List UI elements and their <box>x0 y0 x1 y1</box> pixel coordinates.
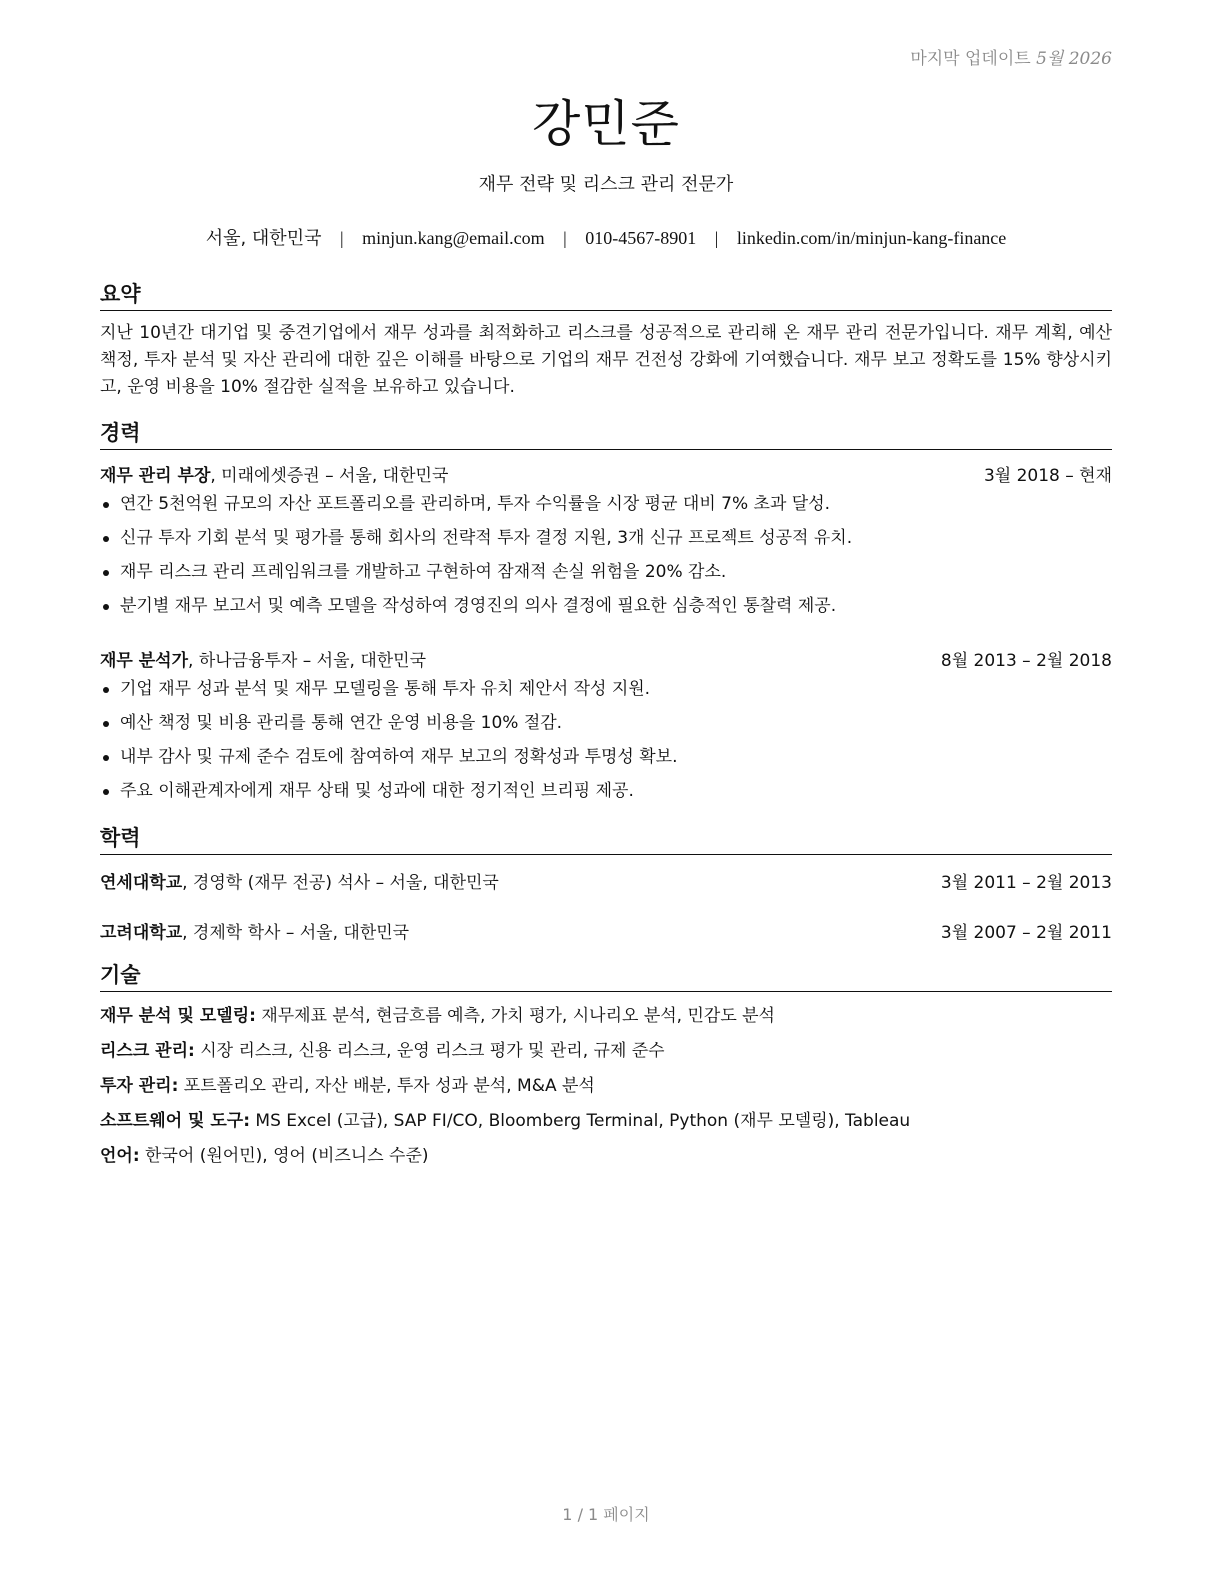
education-dates: 3월 2007 – 2월 2011 <box>940 923 1112 943</box>
job-bullet: 예산 책정 및 비용 관리를 통해 연간 운영 비용을 10% 절감. <box>100 711 1112 745</box>
education-item <box>100 918 1112 942</box>
section-title-education: 학력 <box>100 822 1112 855</box>
contact-email[interactable]: minjun.kang@email.com <box>362 228 545 248</box>
last-updated <box>910 44 1112 69</box>
education-detail: , 경제학 학사 – 서울, 대한민국 <box>182 923 410 943</box>
skill-label: 소프트웨어 및 도구: <box>100 1111 251 1131</box>
contact-location: 서울, 대한민국 <box>205 228 322 249</box>
job-bullet: 주요 이해관계자에게 재무 상태 및 성과에 대한 정기적인 브리핑 제공. <box>100 779 1112 813</box>
section-title-summary: 요약 <box>100 278 1112 311</box>
contact-separator: | <box>714 228 719 248</box>
contact-line <box>100 224 1112 250</box>
job-heading <box>100 461 1112 485</box>
job-dates: 8월 2013 – 2월 2018 <box>940 651 1112 671</box>
section-title-skills: 기술 <box>100 959 1112 992</box>
job-bullet: 신규 투자 기회 분석 및 평가를 통해 회사의 전략적 투자 결정 지원, 3개 신규 프로젝트 성공적 유치. <box>100 526 1112 560</box>
job-bullet: 연간 5천억원 규모의 자산 포트폴리오를 관리하며, 투자 수익률을 시장 평균 대비 7% 초과 달성. <box>100 492 1112 526</box>
job-role: 재무 관리 부장 <box>100 466 211 486</box>
skill-row <box>100 1004 1112 1039</box>
skill-label: 재무 분석 및 모델링: <box>100 1006 256 1026</box>
contact-linkedin[interactable]: linkedin.com/in/minjun-kang-finance <box>736 228 1007 248</box>
job-bullet: 내부 감사 및 규제 준수 검토에 참여하여 재무 보고의 정확성과 투명성 확보. <box>100 745 1112 779</box>
job-org: , 하나금융투자 – 서울, 대한민국 <box>188 651 427 671</box>
skill-row <box>100 1144 1112 1179</box>
skill-label: 리스크 관리: <box>100 1041 195 1061</box>
page-indicator: 1 / 1 페이지 <box>562 1505 650 1524</box>
job-role: 재무 분석가 <box>100 651 189 671</box>
skill-row <box>100 1039 1112 1074</box>
last-updated-label: 마지막 업데이트 <box>910 49 1031 69</box>
skill-label: 투자 관리: <box>100 1076 179 1096</box>
contact-separator: | <box>563 228 567 248</box>
job-org: , 미래에셋증권 – 서울, 대한민국 <box>210 466 449 486</box>
job-bullet: 분기별 재무 보고서 및 예측 모델을 작성하여 경영진의 의사 결정에 필요한 심층적인 통찰력 제공. <box>100 594 1112 628</box>
skills-list <box>100 1004 1112 1179</box>
skill-label: 언어: <box>100 1146 140 1166</box>
resume-subtitle: 재무 전략 및 리스크 관리 전문가 <box>478 174 734 195</box>
skill-row <box>100 1074 1112 1109</box>
contact-phone: 010-4567-8901 <box>585 228 697 248</box>
job-bullets <box>100 492 1112 628</box>
job-bullet: 기업 재무 성과 분석 및 재무 모델링을 통해 투자 유치 제안서 작성 지원. <box>100 677 1112 711</box>
summary-text: 지난 10년간 대기업 및 중견기업에서 재무 성과를 최적화하고 리스크를 성공적으로 관리해 온 재무 관리 전문가입니다. 재무 계획, 예산 책정, 투자 분석 및 자산 관리에 대한 깊은 이해를 바탕으로 기업의 재무 건전성 강화에 기여했습니다. 재무 보고 정확도를 15% 향상시키고, 운영 비용을 10% 절감한 실적을 보유하고 있습니다. <box>100 323 1112 397</box>
skill-value: 재무제표 분석, 현금흐름 예측, 가치 평가, 시나리오 분석, 민감도 분석 <box>255 1006 775 1026</box>
education-item <box>100 868 1112 892</box>
education-school: 연세대학교 <box>100 873 183 893</box>
job-bullet: 재무 리스크 관리 프레임워크를 개발하고 구현하여 잠재적 손실 위험을 20% 감소. <box>100 560 1112 594</box>
education-dates: 3월 2011 – 2월 2013 <box>940 873 1112 893</box>
resume-page <box>100 0 1112 1584</box>
job-bullets <box>100 677 1112 813</box>
job-dates: 3월 2018 – 현재 <box>983 466 1112 486</box>
section-title-experience: 경력 <box>100 417 1112 450</box>
skill-value: 포트폴리오 관리, 자산 배분, 투자 성과 분석, M&A 분석 <box>178 1076 595 1096</box>
job-heading <box>100 646 1112 670</box>
skill-value: 한국어 (원어민), 영어 (비즈니스 수준) <box>139 1146 429 1166</box>
education-detail: , 경영학 (재무 전공) 석사 – 서울, 대한민국 <box>182 873 499 893</box>
education-school: 고려대학교 <box>100 923 183 943</box>
skill-value: MS Excel (고급), SAP FI/CO, Bloomberg Terminal, Python (재무 모델링), Tableau <box>250 1111 911 1131</box>
contact-separator: | <box>339 228 344 248</box>
skill-value: 시장 리스크, 신용 리스크, 운영 리스크 평가 및 관리, 규제 준수 <box>194 1041 665 1061</box>
resume-name: 강민준 <box>532 95 680 153</box>
skill-row <box>100 1109 1112 1144</box>
last-updated-date: 5월 2026 <box>1036 49 1112 69</box>
